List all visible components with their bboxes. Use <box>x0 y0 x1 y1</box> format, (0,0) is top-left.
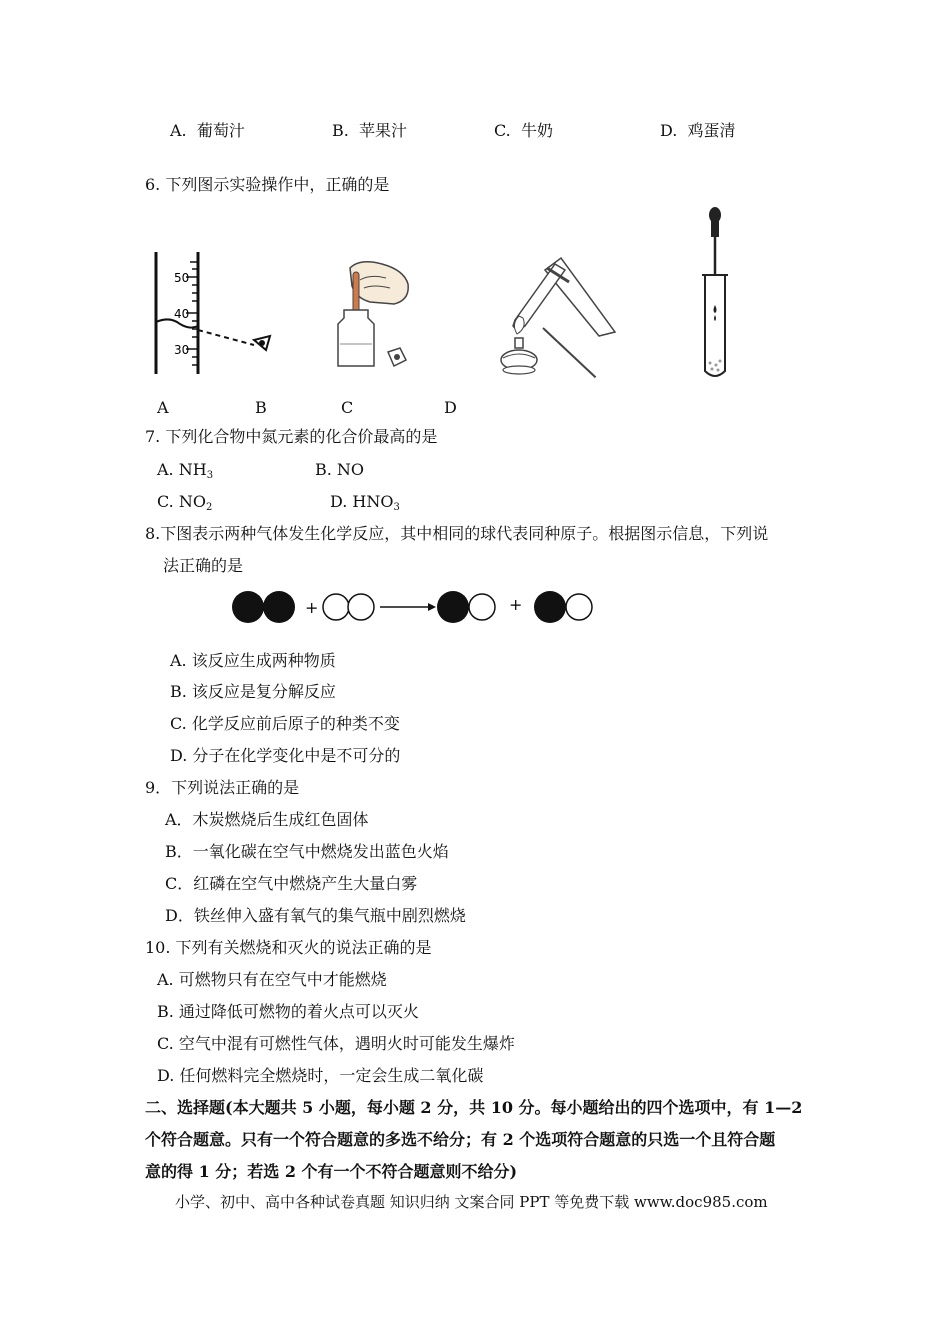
q10-option-c: C. 空气中混有可燃性气体，遇明火时可能发生爆炸 <box>157 1034 515 1053</box>
q5-option-a: A. 葡萄汁 <box>170 121 245 140</box>
figure-label-b: B <box>255 398 267 417</box>
q8-option-d: D. 分子在化学变化中是不可分的 <box>170 746 401 765</box>
page-footer: 小学、初中、高中各种试卷真题 知识归纳 文案合同 PPT 等免费下载 www.doc985.com <box>175 1193 768 1211</box>
q7-option-c: C. $NO_2$ <box>157 492 213 513</box>
q5-option-b: B. 苹果汁 <box>332 121 408 140</box>
figure-c-heating-test-tube <box>495 258 625 378</box>
q6-stem: 6. 下列图示实验操作中，正确的是 <box>145 175 390 194</box>
reaction-plus-1: + <box>305 598 319 617</box>
q9-option-b: B．一氧化碳在空气中燃烧发出蓝色火焰 <box>165 842 449 861</box>
figure-label-c: C <box>341 398 354 417</box>
cylinder-tick-40: 40 <box>174 307 190 321</box>
q7-option-d: D. $HNO_3$ <box>330 492 400 513</box>
reaction-diagram <box>228 588 598 628</box>
figure-a-cylinder-reading <box>150 250 280 380</box>
q5-option-d: D. 鸡蛋清 <box>660 121 736 140</box>
q10-option-a: A. 可燃物只有在空气中才能燃烧 <box>157 970 387 989</box>
q7-stem: 7. 下列化合物中氮元素的化合价最高的是 <box>145 427 438 446</box>
figure-label-a: A <box>157 398 169 417</box>
q9-stem: 9．下列说法正确的是 <box>145 778 300 797</box>
q9-option-c: C．红磷在空气中燃烧产生大量白雾 <box>165 874 418 893</box>
q8-option-c: C. 化学反应前后原子的种类不变 <box>170 714 400 733</box>
section2-line1: 二、选择题(本大题共 5 小题，每小题 2 分，共 10 分。每小题给出的四个选项中，有 1—2 <box>145 1098 803 1117</box>
q8-option-b: B. 该反应是复分解反应 <box>170 682 336 701</box>
figure-d-dropper-test-tube <box>690 203 740 383</box>
q10-stem: 10. 下列有关燃烧和灭火的说法正确的是 <box>145 938 432 957</box>
q7-option-b: B. NO <box>315 460 365 479</box>
cylinder-tick-30: 30 <box>174 343 190 357</box>
q5-option-c: C. 牛奶 <box>494 121 553 140</box>
cylinder-tick-50: 50 <box>174 271 190 285</box>
q8-option-a: A. 该反应生成两种物质 <box>170 651 336 670</box>
q8-stem-line2: 法正确的是 <box>163 556 244 575</box>
q7-option-a: A. $NH_3$ <box>157 460 214 481</box>
q10-option-b: B. 通过降低可燃物的着火点可以灭火 <box>157 1002 419 1021</box>
section2-line3: 意的得 1 分；若选 2 个有一个不符合题意则不给分) <box>145 1162 518 1181</box>
figure-label-d: D <box>444 398 457 417</box>
q10-option-d: D. 任何燃料完全燃烧时，一定会生成二氧化碳 <box>157 1066 484 1085</box>
q9-option-a: A．木炭燃烧后生成红色固体 <box>165 810 369 829</box>
reaction-plus-2: + <box>509 595 523 614</box>
q9-option-d: D．铁丝伸入盛有氧气的集气瓶中剧烈燃烧 <box>165 906 466 925</box>
figure-b-dropper-bottle <box>330 258 420 378</box>
section2-line2: 个符合题意。只有一个符合题意的多选不给分；有 2 个选项符合题意的只选一个且符合题 <box>145 1130 776 1149</box>
q8-stem-line1: 8.下图表示两种气体发生化学反应，其中相同的球代表同种原子。根据图示信息，下列说 <box>145 524 769 543</box>
